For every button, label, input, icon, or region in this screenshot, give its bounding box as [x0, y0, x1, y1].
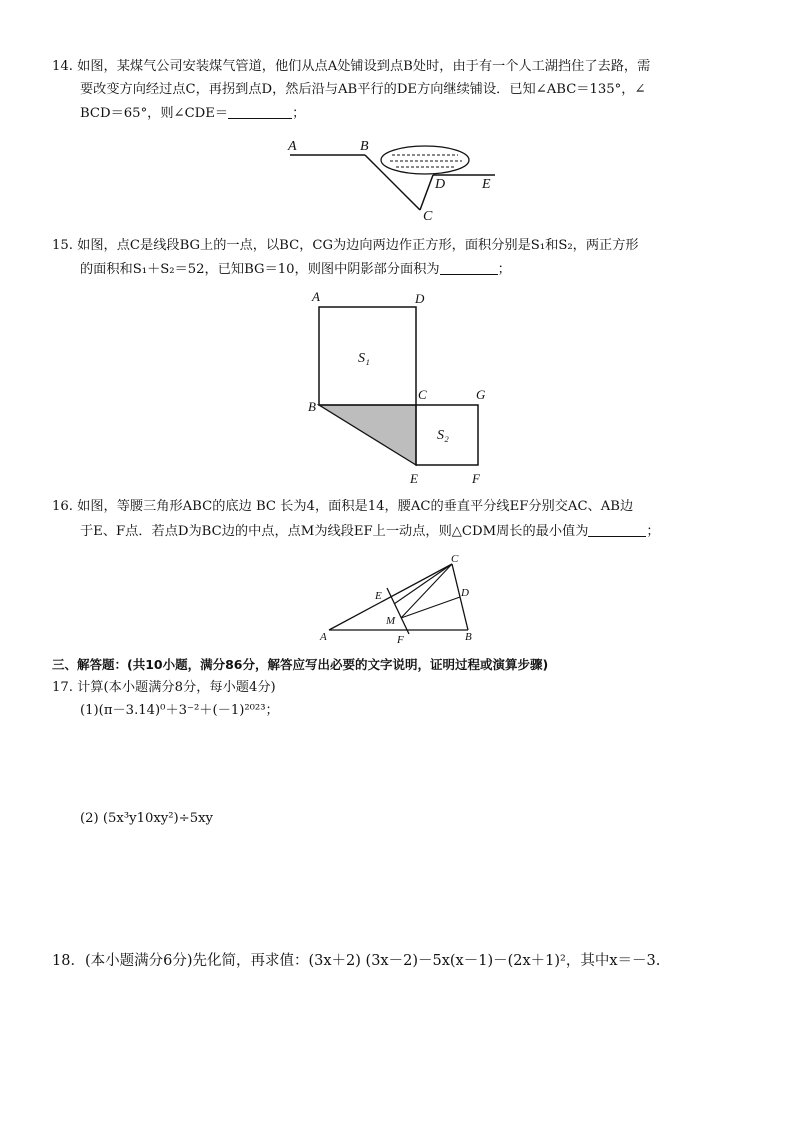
label-a: A: [320, 631, 327, 643]
q17-part-2: (2) (5x³y10xy²)÷5xy: [80, 811, 214, 826]
label-d: D: [435, 177, 446, 192]
q16-figure: [315, 548, 495, 648]
q18-text: 18．(本小题满分6分)先化简，再求值：(3x＋2) (3x－2)－5x(x－1)－(2x＋1)²，其中x＝－3.: [52, 953, 661, 969]
label-e: E: [375, 590, 382, 602]
label-f: F: [397, 634, 404, 646]
q14-line-3: [80, 104, 305, 123]
q15-line-2-end: ；: [497, 262, 511, 277]
segment-ce-inner: [394, 564, 452, 604]
label-a: A: [312, 289, 320, 304]
label-e: E: [482, 177, 491, 192]
q17-part-1: (1)(π－3.14)⁰＋3⁻²＋(－1)²⁰²³；: [80, 703, 279, 718]
label-c: C: [451, 553, 459, 565]
segment-dm: [401, 597, 460, 618]
segment-cm: [401, 564, 452, 618]
q16-line-1: 16. 如图，等腰三角形ABC的底边 BC 长为4，面积是14，腰AC的垂直平分线EF分别交AC、AB边: [52, 499, 634, 514]
q15-figure: [300, 285, 500, 490]
q14-line-1: 14. 如图，某煤气公司安装煤气管道，他们从点A处铺设到点B处时，由于有一个人工湖挡住了去路，需: [52, 59, 651, 74]
q14-figure: [280, 135, 510, 225]
shaded-region: [319, 405, 416, 465]
label-g: G: [476, 387, 486, 402]
segment-ef: [387, 588, 409, 634]
q16-answer-blank: [588, 522, 646, 537]
q15-line-2: [80, 260, 511, 279]
q15-line-1: 15. 如图，点C是线段BG上的一点，以BC，CG为边向两边作正方形，面积分别是S₁和S₂，两正方形: [52, 238, 639, 253]
label-b: B: [360, 139, 369, 154]
q16-line-2: [80, 522, 660, 541]
label-f: F: [472, 471, 480, 486]
label-c: C: [418, 387, 427, 402]
label-s1: S₁: [358, 351, 370, 366]
q14-line-3-end: ；: [292, 106, 306, 121]
label-e: E: [410, 471, 418, 486]
segment-cd: [420, 175, 433, 210]
label-c: C: [423, 209, 433, 224]
label-a: A: [288, 139, 297, 154]
q15-answer-blank: [440, 260, 498, 275]
q16-line-2-end: ；: [646, 524, 660, 539]
label-b: B: [308, 399, 316, 414]
label-d: D: [415, 291, 425, 306]
label-b: B: [465, 631, 472, 643]
q15-line-2-text: 的面积和S₁＋S₂＝52，已知BG＝10，则图中阴影部分面积为: [80, 262, 440, 277]
q14-line-2: 要改变方向经过点C，再拐到点D，然后沿与AB平行的DE方向继续铺设．已知∠ABC＝135°，∠: [80, 82, 646, 97]
label-d: D: [461, 587, 469, 599]
label-s2: S₂: [437, 428, 449, 443]
label-m: M: [386, 615, 396, 627]
q16-line-2-text: 于E、F点．若点D为BC边的中点，点M为线段EF上一动点，则△CDM周长的最小值为: [80, 524, 589, 539]
q17-title: 17. 计算(本小题满分8分，每小题4分): [52, 680, 276, 695]
q14-answer-blank: [228, 104, 292, 119]
lake-shape: [381, 146, 469, 174]
section-3-heading: 三、解答题：(共10小题，满分86分，解答应写出必要的文字说明，证明过程或演算步骤): [52, 657, 549, 672]
q14-line-3-text: BCD＝65°，则∠CDE＝: [80, 106, 229, 121]
